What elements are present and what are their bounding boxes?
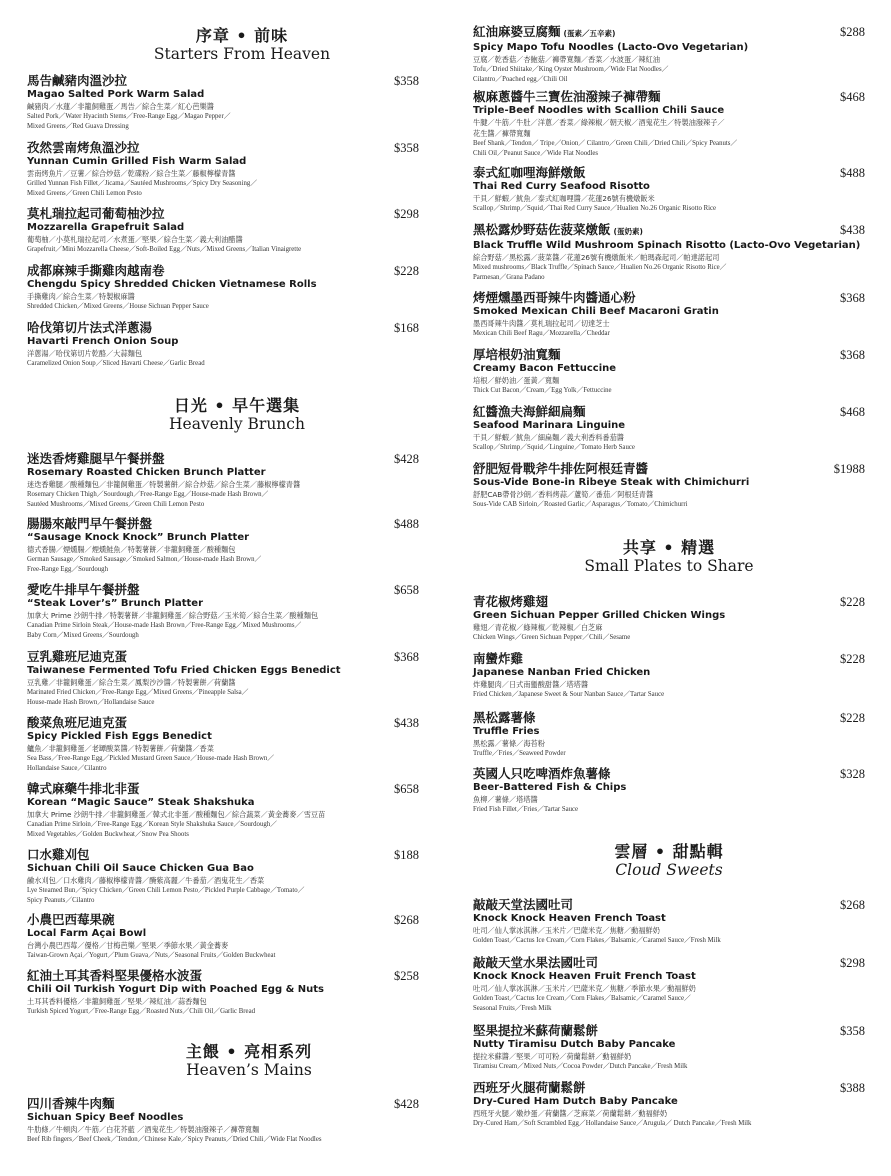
ingredients-en: Mixed Vegetables／Golden Buckwheat／Snow Pea Shoots — [27, 830, 189, 838]
menu-item[interactable] — [27, 206, 419, 255]
ingredients-en: Canadian Prime Sirloin／Free-Range Egg／Korean Style Shakshuka Sauce／Sourdough／ — [27, 821, 277, 828]
dish-name-zh — [27, 516, 419, 531]
ingredients-zh: 綜合野菇／黑松露／菠菜醬／花蓮26號有機燉飯米／帕瑪森起司／帕達諾起司 — [473, 253, 720, 262]
ingredients-en: German Sausage／Smoked Sausage／Smoked Salmon／House-made Hash Brown／ — [27, 556, 262, 563]
dish-name-zh — [473, 24, 865, 41]
ingredients-en: Caramelized Onion Soup／Sliced Havarti Cheese／Garlic Bread — [27, 360, 205, 367]
dish-name-zh-text: 青花椒烤雞翅 — [473, 594, 549, 609]
price: $358 — [394, 141, 419, 155]
ingredients-en: House-made Hash Brown／Hollandaise Sauce — [27, 698, 155, 706]
ingredients-zh: 舒肥CAB帶骨沙朗／香料烤蒜／蘆筍／番茄／阿根廷青醬 — [473, 490, 654, 499]
menu-item[interactable] — [473, 651, 865, 700]
ingredients-en: Fried Fish Fillet／Fries／Tartar Sauce — [473, 806, 579, 813]
dish-name-zh-text: 口水雞刈包 — [27, 847, 90, 862]
dish-name-zh-text: 紅油麻婆豆腐麵 — [473, 24, 561, 39]
price: $288 — [840, 25, 865, 39]
brunch-header — [27, 396, 447, 434]
dish-name-zh — [27, 847, 419, 862]
ingredients-zh: 葡萄柚／小莫札瑞拉起司／水煮蛋／堅果／綜合生菜／義大利油醋醬 — [27, 235, 243, 244]
starters-title-zh: 序章 • 前味 — [195, 26, 289, 45]
ingredients-en: Truffle／Fries／Seaweed Powder — [473, 750, 566, 757]
ingredients-en: Parmesan／Grana Padano — [473, 273, 545, 281]
sweets-title-zh: 雲層 • 甜點輯 — [614, 842, 724, 861]
dish-name-en: Chengdu Spicy Shredded Chicken Vietnamese Rolls — [27, 279, 317, 290]
ingredients-zh: 雞翅／青花椒／綠辣椒／乾辣椒／白芝麻 — [473, 623, 603, 632]
ingredients-en: Mixed Greens／Green Chili Lemon Pesto — [27, 189, 142, 197]
price: $658 — [394, 583, 419, 597]
dish-name-zh-text: 西班牙火腿荷蘭鬆餅 — [473, 1080, 586, 1095]
price: $658 — [394, 782, 419, 796]
ingredients-en: Grilled Yunnan Fish Fillet／Jicama／Sautéed Mushrooms／Spicy Dry Seasoning／ — [27, 180, 258, 187]
dish-name-zh-text: 堅果提拉米蘇荷蘭鬆餅 — [473, 1023, 599, 1038]
dish-name-zh — [473, 404, 865, 419]
dish-name-zh — [27, 715, 419, 730]
ingredients-en: Baby Corn／Mixed Greens／Sourdough — [27, 631, 139, 639]
price: $428 — [394, 452, 419, 466]
ingredients-en: Golden Toast／Cactus Ice Cream／Corn Flakes／Balsamic／Caramel Sauce／ — [473, 995, 691, 1002]
menu-item[interactable] — [473, 897, 865, 946]
dish-name-en: Yunnan Cumin Grilled Fish Warm Salad — [27, 156, 247, 167]
mains-title-en: Heaven’s Mains — [186, 1061, 312, 1079]
dish-name-zh-text: 哈伐第切片法式洋蔥湯 — [27, 320, 153, 335]
dish-name-zh — [27, 206, 419, 221]
dish-name-zh-text: 英國人只吃啤酒炸魚薯條 — [473, 766, 611, 781]
dish-name-zh — [473, 897, 865, 912]
ingredients-en: Mexican Chili Beef Ragu／Mozzarella／Cheddar — [473, 330, 610, 337]
dish-name-en: Magao Salted Pork Warm Salad — [27, 89, 205, 100]
ingredients-en: Shredded Chicken／Mixed Greens／House Sichuan Pepper Sauce — [27, 303, 209, 310]
share-title-en: Small Plates to Share — [584, 557, 754, 575]
menu-item[interactable] — [27, 968, 419, 1017]
diet-tag: (蛋奶素) — [613, 227, 643, 236]
ingredients-en: Spicy Peanuts／Cilantro — [27, 896, 95, 904]
ingredients-zh: 豆腐／乾香菇／杏鮑菇／褲帶寬麵／香菜／水波蛋／辣紅油 — [473, 55, 660, 64]
dish-name-zh-text: 莫札瑞拉起司葡萄柚沙拉 — [27, 206, 165, 221]
dish-name-zh-text: 厚培根奶油寬麵 — [473, 347, 561, 362]
price: $298 — [840, 956, 865, 970]
dish-name-zh — [473, 89, 865, 104]
ingredients-zh: 鱸魚／非籠飼雞蛋／老罈酸菜醬／特製薯餅／荷蘭醬／香菜 — [27, 744, 214, 753]
ingredients-zh: 吐司／仙人掌冰淇淋／玉米片／巴薩米克／焦糖／季節水果／動福鮮奶 — [473, 984, 696, 993]
dish-name-en: “Steak Lover’s” Brunch Platter — [27, 598, 204, 609]
dish-name-en: Green Sichuan Pepper Grilled Chicken Wings — [473, 610, 726, 621]
ingredients-en: Free-Range Egg／Sourdough — [27, 565, 108, 573]
menu-item[interactable] — [473, 290, 865, 339]
ingredients-zh: 干貝／鮮蝦／魷魚／泰式紅咖哩醬／花蓮26號有機燉飯米 — [473, 194, 655, 203]
dish-name-zh-text: 舒肥短骨戰斧牛排佐阿根廷青醬 — [473, 461, 649, 476]
ingredients-en: Thick Cut Bacon／Cream／Egg Yolk／Fettuccine — [473, 387, 612, 394]
diet-tag: (蛋素／五辛素) — [563, 29, 616, 38]
dish-name-zh — [473, 1080, 865, 1095]
ingredients-en: Tofu／Dried Shiitake／King Oyster Mushroom／Wide Flat Noodles／ — [473, 66, 669, 73]
ingredients-zh: 台灣小農巴西莓／優格／甘梅芭樂／堅果／季節水果／黃金蕎麥 — [27, 941, 229, 950]
dish-name-zh-text: 紅油土耳其香料堅果優格水波蛋 — [27, 968, 203, 983]
ingredients-zh: 魚柳／薯條／塔塔醬 — [473, 795, 538, 804]
price: $188 — [394, 848, 419, 862]
ingredients-zh: 加拿大 Prime 沙朗牛排／非籠飼雞蛋／韓式北非蛋／酸種麵包／綜合蔬菜／黃金蕎麥／雪豆苗 — [27, 810, 326, 819]
ingredients-en: Beef Rib fingers／Beef Cheek／Tendon／Chinese Kale／Spicy Peanuts／Dried Chili／Wide Flat Noodles — [27, 1136, 322, 1143]
ingredients-en: Scallop／Shrimp／Squid／Thai Red Curry Sauce／Hualien No.26 Organic Risotto Rice — [473, 205, 717, 212]
dish-name-zh — [473, 290, 865, 305]
menu-item[interactable] — [27, 73, 419, 131]
menu-item[interactable] — [473, 89, 865, 158]
menu-item[interactable] — [27, 1096, 419, 1145]
menu-item[interactable] — [473, 1023, 865, 1072]
dish-name-en: Knock Knock Heaven Fruit French Toast — [473, 971, 696, 982]
dish-name-en: Dry-Cured Ham Dutch Baby Pancake — [473, 1096, 678, 1107]
ingredients-en: Dry-Cured Ham／Soft Scrambled Egg／Hollandaise Sauce／Arugula／ Dutch Pancake／Fresh Milk — [473, 1120, 752, 1127]
dish-name-zh — [473, 955, 865, 970]
dish-name-en: Knock Knock Heaven French Toast — [473, 913, 666, 924]
dish-name-zh-text: 黑松露炒野菇佐菠菜燉飯 — [473, 222, 611, 237]
dish-name-en: Sous-Vide Bone-in Ribeye Steak with Chimichurri — [473, 477, 750, 488]
mains-title-zh: 主餵 • 亮相系列 — [185, 1042, 313, 1061]
ingredients-en: Seasonal Fruits／Fresh Milk — [473, 1004, 552, 1012]
price: $168 — [394, 321, 419, 335]
dish-name-en: Nutty Tiramisu Dutch Baby Pancake — [473, 1039, 676, 1050]
brunch-title-zh: 日光 • 早午選集 — [173, 396, 301, 415]
share-title-zh: 共享 • 精選 — [622, 538, 716, 557]
price: $368 — [840, 348, 865, 362]
dish-name-en: Smoked Mexican Chili Beef Macaroni Gratin — [473, 306, 719, 317]
dish-name-zh — [27, 1096, 419, 1111]
dish-name-zh — [473, 766, 865, 781]
dish-name-zh-text: 黑松露薯條 — [473, 710, 536, 725]
ingredients-zh: 雲南烤魚片／豆薯／綜合炒菇／乾碟粉／綜合生菜／藤椒檸檬青醬 — [27, 169, 236, 178]
price: $228 — [840, 711, 865, 725]
dish-name-zh — [473, 347, 865, 362]
share-header — [473, 538, 865, 576]
dish-name-zh — [27, 320, 419, 335]
dish-name-zh — [473, 222, 865, 239]
price: $468 — [840, 405, 865, 419]
dish-name-zh-text: 成都麻辣手撕雞肉越南卷 — [27, 263, 165, 278]
dish-name-zh — [473, 1023, 865, 1038]
price: $368 — [840, 291, 865, 305]
ingredients-en: Grapefruit／Mini Mozzarella Cheese／Soft-Boiled Egg／Nuts／Mixed Greens／Italian Vinaigrette — [27, 246, 302, 253]
ingredients-zh: 黑松露／薯條／海苔粉 — [473, 739, 545, 748]
menu-item[interactable] — [27, 140, 419, 198]
price: $488 — [394, 517, 419, 531]
dish-name-zh-text: 烤煙燻墨西哥辣牛肉醬通心粉 — [473, 290, 636, 305]
dish-name-zh — [27, 968, 419, 983]
price: $298 — [394, 207, 419, 221]
dish-name-en: Spicy Mapo Tofu Noodles (Lacto-Ovo Vegetarian) — [473, 42, 749, 53]
dish-name-zh-text: 四川香辣牛肉麵 — [27, 1096, 115, 1111]
price: $388 — [840, 1081, 865, 1095]
dish-name-zh-text: 孜然雲南烤魚溫沙拉 — [27, 140, 140, 155]
dish-name-zh — [473, 651, 865, 666]
dish-name-zh-text: 韓式麻藥牛排北非蛋 — [27, 781, 140, 796]
dish-name-zh — [27, 912, 419, 927]
dish-name-en: Black Truffle Wild Mushroom Spinach Risotto (Lacto-Ovo Vegetarian) — [473, 240, 861, 251]
dish-name-zh — [27, 582, 419, 597]
starters-header — [27, 26, 457, 64]
ingredients-en: Chili Oil／Peanut Sauce／Wide Flat Noodles — [473, 149, 599, 157]
menu-item[interactable] — [473, 461, 865, 510]
price: $258 — [394, 969, 419, 983]
ingredients-en: Sous-Vide CAB Sirloin／Roasted Garlic／Asparagus／Tomato／Chimichurri — [473, 501, 688, 508]
ingredients-en: Chicken Wings／Green Sichuan Pepper／Chili／Sesame — [473, 634, 631, 641]
dish-name-en: Taiwanese Fermented Tofu Fried Chicken Eggs Benedict — [27, 665, 341, 676]
ingredients-en: Hollandaise Sauce／Cilantro — [27, 764, 107, 772]
menu-item[interactable] — [27, 781, 419, 839]
dish-name-zh-text: 迷迭香烤雞腿早午餐拼盤 — [27, 451, 165, 466]
dish-name-zh-text: 腸腸來敲門早午餐拼盤 — [27, 516, 153, 531]
ingredients-en: Mixed mushrooms／Black Truffle／Spinach Sauce／Hualien No.26 Organic Risotto Rice／ — [473, 264, 727, 271]
dish-name-en: Creamy Bacon Fettuccine — [473, 363, 617, 374]
dish-name-en: Sichuan Chili Oil Sauce Chicken Gua Bao — [27, 863, 254, 874]
price: $228 — [840, 595, 865, 609]
dish-name-en: Havarti French Onion Soup — [27, 336, 179, 347]
price: $368 — [394, 650, 419, 664]
mains-header — [27, 1042, 471, 1080]
dish-name-en: Korean “Magic Sauce” Steak Shakshuka — [27, 797, 255, 808]
price: $1988 — [833, 462, 865, 476]
sweets-title-en: Cloud Sweets — [615, 861, 723, 879]
menu-item[interactable] — [27, 912, 419, 961]
dish-name-zh-text: 敲敲天堂水果法國吐司 — [473, 955, 599, 970]
price: $438 — [840, 223, 865, 237]
price: $428 — [394, 1097, 419, 1111]
brunch-title-en: Heavenly Brunch — [169, 415, 305, 433]
dish-name-zh-text: 酸菜魚班尼迪克蛋 — [27, 715, 128, 730]
ingredients-en: Canadian Prime Sirloin Steak／House-made Hash Brown／Free-Range Egg／Mixed Mushrooms／ — [27, 622, 302, 629]
ingredients-zh: 墨西哥辣牛肉醬／莫札瑞拉起司／切達芝士 — [473, 319, 610, 328]
menu-item[interactable] — [27, 451, 419, 509]
dish-name-zh — [473, 594, 865, 609]
ingredients-en: Scallop／Shrimp／Squid／Linguine／Tomato Herb Sauce — [473, 444, 635, 451]
ingredients-zh: 洋蔥湯／哈伐第切片乾酪／大蒜麵包 — [27, 349, 143, 358]
ingredients-zh: 牛腱／牛筋／牛肚／洋蔥／香菜／綠辣椒／朝天椒／酒鬼花生／特製油潑辣子／ — [473, 118, 725, 127]
ingredients-zh: 提拉米蘇醬／堅果／可可粉／荷蘭鬆餅／動福鮮奶 — [473, 1052, 632, 1061]
ingredients-en: Sea Bass／Free-Range Egg／Pickled Mustard Green Sauce／House-made Hash Brown／ — [27, 755, 275, 762]
dish-name-zh — [27, 73, 419, 88]
sweets-header — [473, 842, 865, 880]
dish-name-zh — [27, 263, 419, 278]
menu-item[interactable] — [27, 320, 419, 369]
ingredients-zh: 吐司／仙人掌冰淇淋／玉米片／巴薩米克／焦糖／動福鮮奶 — [473, 926, 660, 935]
menu-item[interactable] — [27, 649, 419, 707]
ingredients-en: Mixed Greens／Red Guava Dressing — [27, 122, 129, 130]
ingredients-zh: 土耳其香料優格／非籠飼雞蛋／堅果／辣紅油／蒜香麵包 — [27, 997, 207, 1006]
dish-name-zh-text: 愛吃牛排早午餐拼盤 — [27, 582, 140, 597]
menu-item[interactable] — [473, 24, 865, 84]
ingredients-zh: 迷迭香雞腿／酸種麵包／非籠飼雞蛋／特製薯餅／綜合炒菇／綜合生菜／藤椒檸檬青醬 — [27, 480, 301, 489]
dish-name-en: Rosemary Roasted Chicken Brunch Platter — [27, 467, 266, 478]
dish-name-zh-text: 豆乳雞班尼迪克蛋 — [27, 649, 128, 664]
menu-item[interactable] — [473, 594, 865, 643]
dish-name-en: Sichuan Spicy Beef Noodles — [27, 1112, 184, 1123]
menu-item[interactable] — [473, 710, 865, 759]
price: $228 — [840, 652, 865, 666]
price: $438 — [394, 716, 419, 730]
ingredients-en: Beef Shank／Tendon／ Tripe／Onion／ Cilantro／Green Chili／Dried Chili／Spicy Peanuts／ — [473, 140, 738, 147]
ingredients-zh: 豆乳雞／非籠飼雞蛋／綜合生菜／鳳梨沙沙醬／特製薯餅／荷蘭醬 — [27, 678, 236, 687]
dish-name-zh — [473, 461, 865, 476]
dish-name-zh — [473, 165, 865, 180]
ingredients-zh: 培根／鮮奶油／蛋黃／寬麵 — [473, 376, 560, 385]
ingredients-zh: 西班牙火腿／嫩炒蛋／荷蘭醬／芝麻菜／荷蘭鬆餅／動福鮮奶 — [473, 1109, 668, 1118]
price: $228 — [394, 264, 419, 278]
ingredients-zh: 炸雞腿肉／日式南蠻酸甜醬／塔塔醬 — [473, 680, 589, 689]
ingredients-zh: 牛肋條／牛頰肉／牛筋／白花芥藍 ／酒鬼花生／特製油潑辣子／褲帶寬麵 — [27, 1125, 260, 1134]
ingredients-zh: 德式香腸／煙燻腸／煙燻鮭魚／特製薯餅／非籠飼雞蛋／酸種麵包 — [27, 545, 236, 554]
ingredients-zh: 手撕雞肉／綜合生菜／特製椒麻醬 — [27, 292, 135, 301]
price: $488 — [840, 166, 865, 180]
dish-name-zh — [27, 649, 419, 664]
ingredients-zh-cont: 花生醬／褲帶寬麵 — [473, 129, 531, 138]
dish-name-zh — [473, 710, 865, 725]
menu-item[interactable] — [27, 582, 419, 640]
dish-name-en: Mozzarella Grapefruit Salad — [27, 222, 185, 233]
menu-item[interactable] — [27, 847, 419, 905]
ingredients-en: Cilantro／Poached egg／Chili Oil — [473, 75, 568, 83]
ingredients-en: Turkish Spiced Yogurt／Free-Range Egg／Roasted Nuts／Chili Oil／Garlic Bread — [27, 1008, 255, 1015]
menu-item[interactable] — [473, 766, 865, 815]
menu-item[interactable] — [27, 715, 419, 773]
dish-name-en: Local Farm Açai Bowl — [27, 928, 147, 939]
price: $328 — [840, 767, 865, 781]
dish-name-zh-text: 椒麻蔥醬牛三寶佐油潑辣子褲帶麵 — [473, 89, 661, 104]
dish-name-en: Triple-Beef Noodles with Scallion Chili Sauce — [473, 105, 725, 116]
ingredients-zh: 鹹豬肉／水蓮／非籠飼雞蛋／馬告／綜合生菜／紅心芭樂醬 — [27, 102, 214, 111]
ingredients-en: Marinated Fried Chicken／Free-Range Egg／Mixed Greens／Pineapple Salsa／ — [27, 689, 249, 696]
ingredients-en: Taiwan-Grown Açai／Yogurt／Plum Guava／Nuts／Seasonal Fruits／Golden Buckwheat — [27, 952, 276, 959]
dish-name-zh-text: 泰式紅咖哩海鮮燉飯 — [473, 165, 586, 180]
price: $358 — [840, 1024, 865, 1038]
menu-item[interactable] — [473, 165, 865, 214]
dish-name-zh-text: 南蠻炸雞 — [473, 651, 524, 666]
ingredients-en: Rosemary Chicken Thigh／Sourdough／Free-Range Egg／House-made Hash Brown／ — [27, 491, 269, 498]
ingredients-zh: 鹼水刈包／口水雞肉／藤椒檸檬青醬／醃紫高麗／牛番茄／酒鬼花生／香菜 — [27, 876, 265, 885]
dish-name-en: Truffle Fries — [473, 726, 540, 737]
ingredients-en: Fried Chicken／Japanese Sweet & Sour Nanban Sauce／Tartar Sauce — [473, 691, 665, 698]
ingredients-en: Tiramisu Cream／Mixed Nuts／Cocoa Powder／Dutch Pancake／Fresh Milk — [473, 1063, 688, 1070]
dish-name-zh — [27, 451, 419, 466]
price: $468 — [840, 90, 865, 104]
ingredients-en: Golden Toast／Cactus Ice Cream／Corn Flakes／Balsamic／Caramel Sauce／Fresh Milk — [473, 937, 721, 944]
starters-title-en: Starters From Heaven — [153, 45, 331, 63]
dish-name-zh — [27, 781, 419, 796]
menu-item[interactable] — [473, 955, 865, 1013]
dish-name-en: Beer-Battered Fish & Chips — [473, 782, 627, 793]
dish-name-zh-text: 敲敲天堂法國吐司 — [473, 897, 574, 912]
menu-item[interactable] — [27, 516, 419, 574]
dish-name-zh-text: 馬告鹹豬肉溫沙拉 — [27, 73, 128, 88]
menu-item[interactable] — [473, 1080, 865, 1129]
dish-name-zh-text: 紅醬漁夫海鮮細扁麵 — [473, 404, 586, 419]
menu-item[interactable] — [473, 347, 865, 396]
ingredients-en: Sautéed Mushrooms／Mixed Greens／Green Chili Lemon Pesto — [27, 500, 205, 508]
dish-name-en: “Sausage Knock Knock” Brunch Platter — [27, 532, 250, 543]
ingredients-en: Lye Steamed Bun／Spicy Chicken／Green Chili Lemon Pesto／Pickled Purple Cabbage／Tomato／ — [27, 887, 305, 894]
dish-name-en: Thai Red Curry Seafood Risotto — [473, 181, 650, 192]
menu-item[interactable] — [473, 222, 865, 282]
dish-name-en: Japanese Nanban Fried Chicken — [473, 667, 651, 678]
price: $268 — [394, 913, 419, 927]
dish-name-en: Chili Oil Turkish Yogurt Dip with Poached Egg & Nuts — [27, 984, 325, 995]
price: $268 — [840, 898, 865, 912]
price: $358 — [394, 74, 419, 88]
dish-name-zh — [27, 140, 419, 155]
ingredients-zh: 加拿大 Prime 沙朗牛排／特製薯餅／非籠飼雞蛋／綜合野菇／玉米筍／綜合生菜／酸種麵包 — [27, 611, 319, 620]
dish-name-en: Seafood Marinara Linguine — [473, 420, 626, 431]
ingredients-en: Salted Pork／Water Hyacinth Stems／Free-Range Egg／Magao Pepper／ — [27, 113, 231, 120]
dish-name-zh-text: 小農巴西莓果碗 — [27, 912, 115, 927]
dish-name-en: Spicy Pickled Fish Eggs Benedict — [27, 731, 212, 742]
menu-item[interactable] — [27, 263, 419, 312]
ingredients-zh: 干貝／鮮蝦／魷魚／細扁麵／義大利香料番茄醬 — [473, 433, 624, 442]
menu-item[interactable] — [473, 404, 865, 453]
